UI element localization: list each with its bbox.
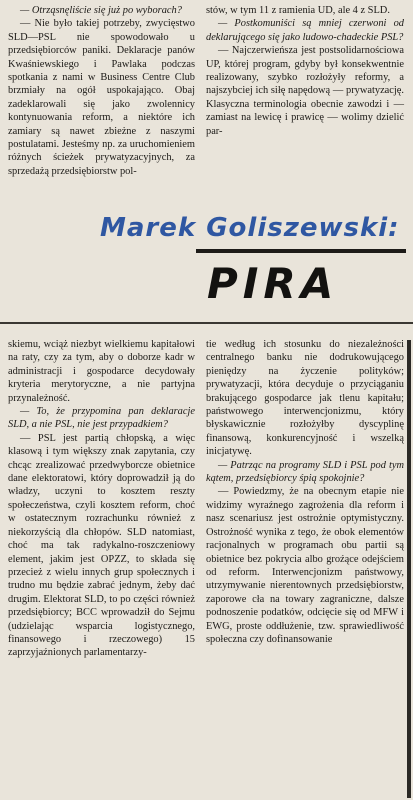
continued-paragraph: tie według ich stosunku do niezależności centralnego banku nie dodrukowującego pieniędzy na życzenie polityków; prywatyzacji, która decyduje o przyciąganiu brakującego gospodarce jak tlenu kapitału; państwowego interwencjonizmu, który błyskawicznie rozłożyłby dyscyplinę finansową, konkurencyjność i wszelką inicjatywę. <box>206 339 404 458</box>
column-top-right <box>206 4 404 138</box>
question-paragraph: — To, że przypomina pan deklaracje SLD, a nie PSL, nie jest przypadkiem? <box>8 406 195 431</box>
question-paragraph: — Patrząc na programy SLD i PSL pod tym kątem, przedsiębiorcy śpią spokojnie? <box>206 459 404 485</box>
headline-rule <box>196 249 406 253</box>
continued-paragraph: stów, w tym 11 z ramienia UD, ale 4 z SLD. <box>206 5 390 16</box>
author-byline: Marek Goliszewski: <box>100 213 400 243</box>
column-top-left <box>8 4 195 178</box>
answer-paragraph: — PSL jest partią chłopską, a więc klasową i tym większy znak zapytania, czy chcąc zrealizować przedwyborcze obietnice dane elektoratowi, który doprowadził ją do władzy, uczyni to kosztem reszty społeczeństwa, czyli kosztem reform, choć w ostatecznym rozrachunku również z niekorzyścią dla chłopów. SLD natomiast, choć ma tak radykalno-roszczeniowy element, jakim jest OPZZ, to składa się przecież z wielu innych grup społecznych i trudno mu będzie zabrać jednym, żeby dać drugim. Elektorat SLD, to po części również przedsiębiorcy; BCC wprowadził do Sejmu (udzielając wsparcia logistycznego, finansowego i rzeczowego) 15 zaprzyjaźnionych parlamentarzy- <box>8 432 195 659</box>
section-divider <box>0 322 413 324</box>
column-bottom-right <box>206 338 404 646</box>
answer-paragraph: — Powiedzmy, że na obecnym etapie nie widzimy wyraźnego zagrożenia dla reform i nasz scenariusz jest ostrożnie optymistyczny. Ostrożność wynika z tego, że obok elementów racjonalnych w programach obu partii są obietnice bez pokrycia albo groźące odejściem od reform. Interwencjonizm państwowy, utrzymywanie nierentownych przedsiębiorstw, zaporowe cła na towary zagraniczne, dalsze podnoszenie podatków, odcięcie się od MFW i EWG, proste oddłużenie, tzw. sprawiedliwość społeczna czy dofinansowanie <box>206 486 404 645</box>
page-edge-rule <box>407 340 411 798</box>
question-paragraph: — Postkomuniści są mniej czerwoni od deklarującego się jako ludowo-chadeckie PSL? <box>206 18 404 43</box>
answer-paragraph: — Nie było takiej potrzeby, zwycięstwo SLD—PSL nie spowodowało u przedsiębiorców paniki. Deklaracje panów Kwaśniewskiego i Pawlaka podczas spotkania z nami w Business Centre Club brzmiały na ogół uspokajająco. Obaj zadeklarowali się jako zwolennicy kontynuowania reform, a niektóre ich zamiary są nawet zbieżne z naszymi postulatami. Jesteśmy np. za uruchomieniem różnych ścieżek prywatyzacyjnych, za sprzedażą przedsiębiorstw pol- <box>8 18 195 177</box>
question-paragraph: — Otrząsnęliście się już po wyborach? <box>20 5 182 16</box>
answer-paragraph: — Najczerwieńsza jest postsolidarnościowa UP, której program, gdyby był konsekwentnie realizowany, szybko rozłożyły reformy, a najszybciej ich siłę napędową — prywatyzację. Klasyczna terminologia obecnie zawodzi i — zamiast na lewicę i prawicę — wolimy dzielić par- <box>206 45 404 137</box>
continued-paragraph: skiemu, wciąż niezbyt wielkiemu kapitałowi na raty, czy za tym, aby o doborze kadr w administracji i gospodarce decydowały kryteria merytoryczne, a nie partyjna przynależność. <box>8 339 195 404</box>
article-title-fragment: PIRA <box>207 259 339 308</box>
column-bottom-left <box>8 338 195 660</box>
